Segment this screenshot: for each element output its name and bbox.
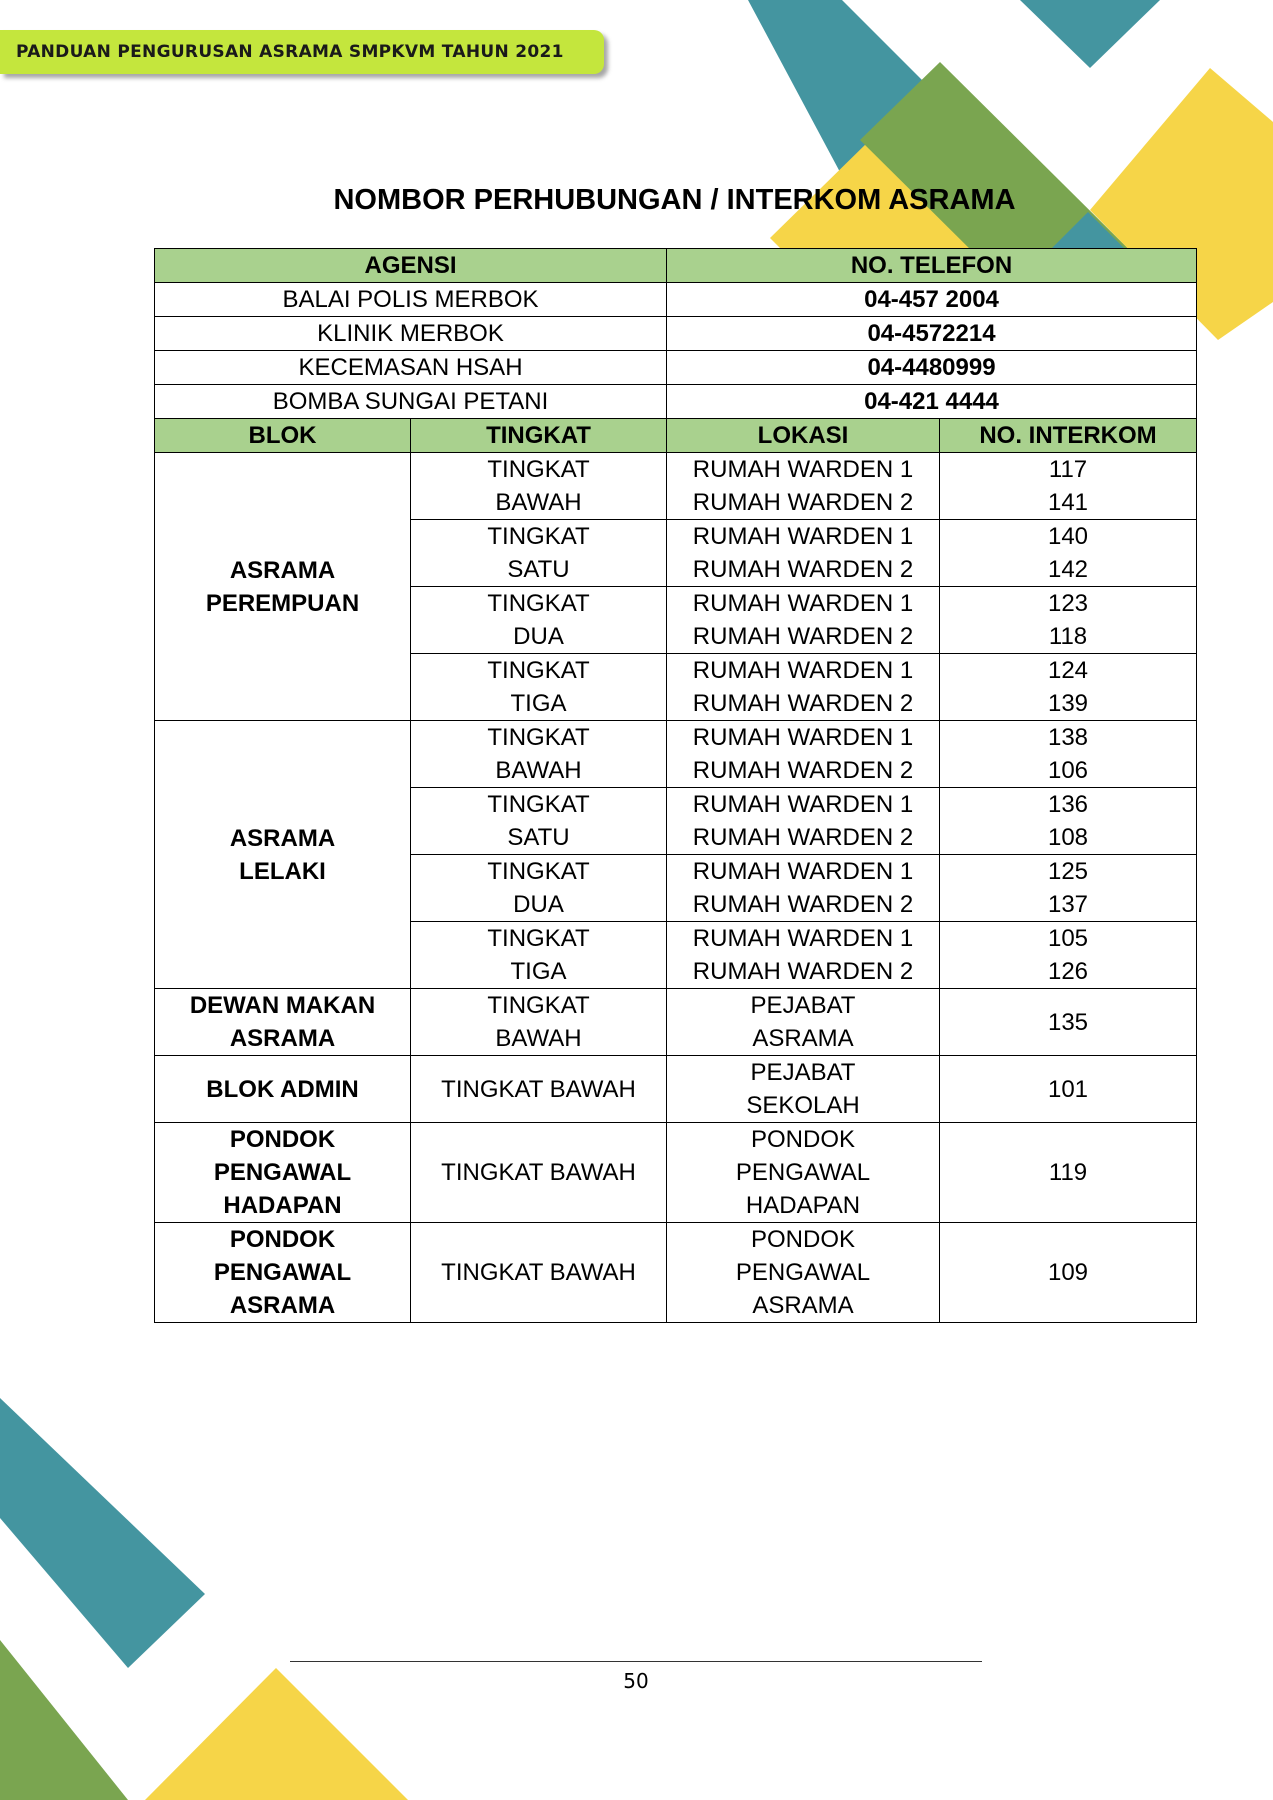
floor-name — [411, 1123, 667, 1223]
location-column-header: LOKASI — [667, 419, 940, 453]
intercom-number-line: 106 — [1047, 757, 1089, 784]
intercom-number-line: 123 — [1047, 590, 1089, 617]
floor-name-line: TINGKAT BAWAH — [441, 1259, 636, 1286]
location-line: RUMAH WARDEN 1 — [692, 523, 914, 550]
location-line: SEKOLAH — [746, 1092, 860, 1119]
location-name — [667, 788, 940, 855]
intercom-header-row — [155, 419, 1197, 453]
contact-intercom-table — [154, 248, 1197, 1323]
intercom-number-line: 139 — [1047, 690, 1089, 717]
intercom-number-line: 125 — [1047, 858, 1089, 885]
location-line: RUMAH WARDEN 2 — [692, 623, 914, 650]
block-name-line: HADAPAN — [223, 1192, 342, 1219]
intercom-row — [155, 1223, 1197, 1323]
agency-column-header: AGENSI — [155, 249, 667, 283]
location-line: RUMAH WARDEN 2 — [692, 690, 914, 717]
intercom-number — [940, 453, 1197, 520]
intercom-number — [940, 587, 1197, 654]
intercom-number-line: 136 — [1047, 791, 1089, 818]
intercom-number — [940, 922, 1197, 989]
agency-phone: 04-4572214 — [667, 317, 1197, 351]
location-name — [667, 1123, 940, 1223]
floor-name — [411, 1056, 667, 1123]
location-line: PENGAWAL — [735, 1159, 871, 1186]
table-body — [155, 249, 1197, 1323]
intercom-column-header: NO. INTERKOM — [940, 419, 1197, 453]
floor-name-line: BAWAH — [495, 757, 582, 784]
page-title: NOMBOR PERHUBUNGAN / INTERKOM ASRAMA — [333, 184, 1016, 216]
block-name — [155, 989, 411, 1056]
location-line: RUMAH WARDEN 2 — [692, 556, 914, 583]
location-name — [667, 989, 940, 1056]
intercom-row — [155, 1056, 1197, 1123]
floor-name — [411, 654, 667, 721]
agency-phone: 04-457 2004 — [667, 283, 1197, 317]
floor-name-line: TIGA — [510, 690, 567, 717]
block-name-line: DEWAN MAKAN — [189, 992, 376, 1019]
agency-row — [155, 385, 1197, 419]
location-line: PEJABAT — [750, 1059, 856, 1086]
intercom-number — [940, 721, 1197, 788]
intercom-row — [155, 721, 1197, 788]
location-line: ASRAMA — [752, 1025, 854, 1052]
agency-header-row — [155, 249, 1197, 283]
floor-name — [411, 989, 667, 1056]
location-line: RUMAH WARDEN 2 — [692, 958, 914, 985]
location-line: RUMAH WARDEN 1 — [692, 657, 914, 684]
intercom-number — [940, 855, 1197, 922]
floor-name-line: BAWAH — [495, 1025, 582, 1052]
floor-name — [411, 855, 667, 922]
location-line: PEJABAT — [750, 992, 856, 1019]
location-line: PENGAWAL — [735, 1259, 871, 1286]
location-name — [667, 855, 940, 922]
floor-name — [411, 587, 667, 654]
agency-name: KLINIK MERBOK — [155, 317, 667, 351]
floor-name-line: TIGA — [510, 958, 567, 985]
intercom-row — [155, 1123, 1197, 1223]
intercom-number-line: 126 — [1047, 958, 1089, 985]
location-line: RUMAH WARDEN 1 — [692, 590, 914, 617]
location-line: PONDOK — [751, 1226, 856, 1253]
intercom-number — [940, 788, 1197, 855]
location-line: RUMAH WARDEN 1 — [692, 925, 914, 952]
intercom-number: 101 — [940, 1056, 1197, 1123]
page-number: 50 — [623, 1669, 649, 1693]
floor-name — [411, 721, 667, 788]
intercom-number: 135 — [940, 989, 1197, 1056]
intercom-number: 109 — [940, 1223, 1197, 1323]
intercom-row — [155, 453, 1197, 520]
document-header-banner — [0, 30, 604, 74]
teal-stripe-bottom-left — [0, 1398, 205, 1668]
block-name-line: ASRAMA — [229, 556, 336, 584]
location-name — [667, 922, 940, 989]
intercom-number: 119 — [940, 1123, 1197, 1223]
intercom-number-line: 140 — [1047, 523, 1089, 550]
floor-name-line: DUA — [513, 891, 564, 918]
floor-name-line: TINGKAT — [487, 456, 590, 483]
teal-triangle-top-right — [1020, 0, 1160, 68]
location-name — [667, 453, 940, 520]
location-line: RUMAH WARDEN 1 — [692, 456, 914, 483]
location-name — [667, 587, 940, 654]
floor-name — [411, 520, 667, 587]
block-name-line: PEREMPUAN — [205, 589, 360, 617]
floor-name-line: TINGKAT — [487, 925, 590, 952]
location-name — [667, 1223, 940, 1323]
location-name — [667, 520, 940, 587]
block-name-line: PONDOK — [229, 1126, 336, 1153]
floor-column-header: TINGKAT — [411, 419, 667, 453]
intercom-number-line: 118 — [1048, 623, 1088, 650]
location-line: PONDOK — [751, 1126, 856, 1153]
location-line: HADAPAN — [745, 1192, 861, 1219]
location-line: RUMAH WARDEN 2 — [692, 757, 914, 784]
block-name-line: PENGAWAL — [213, 1259, 352, 1286]
agency-name: BOMBA SUNGAI PETANI — [155, 385, 667, 419]
agency-name: KECEMASAN HSAH — [155, 351, 667, 385]
block-name-line: ASRAMA — [229, 1292, 336, 1319]
header-banner-text: PANDUAN PENGURUSAN ASRAMA SMPKVM TAHUN 2021 — [16, 42, 564, 62]
footer-divider — [290, 1661, 982, 1662]
location-name — [667, 721, 940, 788]
floor-name-line: TINGKAT — [487, 724, 590, 751]
block-name — [155, 721, 411, 989]
block-name-line: ASRAMA — [229, 1025, 336, 1052]
floor-name-line: TINGKAT — [487, 590, 590, 617]
floor-name — [411, 788, 667, 855]
agency-row — [155, 351, 1197, 385]
location-line: RUMAH WARDEN 2 — [692, 824, 914, 851]
block-name-line: BLOK ADMIN — [206, 1075, 359, 1103]
agency-row — [155, 317, 1197, 351]
intercom-number-line: 141 — [1047, 489, 1089, 516]
intercom-number-line: 105 — [1047, 925, 1089, 952]
intercom-number-line: 138 — [1047, 724, 1089, 751]
location-name — [667, 1056, 940, 1123]
floor-name-line: SATU — [507, 556, 570, 583]
agency-phone: 04-421 4444 — [667, 385, 1197, 419]
location-line: RUMAH WARDEN 2 — [692, 489, 914, 516]
floor-name-line: TINGKAT — [487, 791, 590, 818]
block-name — [155, 1223, 411, 1323]
location-line: RUMAH WARDEN 1 — [692, 858, 914, 885]
green-triangle-bottom-left — [0, 1640, 128, 1800]
agency-row — [155, 283, 1197, 317]
intercom-number — [940, 654, 1197, 721]
intercom-number-line: 142 — [1047, 556, 1089, 583]
block-name-line: PENGAWAL — [213, 1159, 352, 1186]
intercom-row — [155, 989, 1197, 1056]
location-line: RUMAH WARDEN 2 — [692, 891, 914, 918]
floor-name-line: BAWAH — [495, 489, 582, 516]
block-name — [155, 1056, 411, 1123]
floor-name — [411, 453, 667, 520]
floor-name-line: TINGKAT — [487, 992, 590, 1019]
block-name-line: LELAKI — [239, 857, 326, 885]
floor-name — [411, 922, 667, 989]
intercom-number-line: 108 — [1047, 824, 1089, 851]
floor-name-line: SATU — [507, 824, 570, 851]
floor-name-line: TINGKAT — [487, 858, 590, 885]
floor-name — [411, 1223, 667, 1323]
location-line: ASRAMA — [752, 1292, 854, 1319]
floor-name-line: TINGKAT — [487, 657, 590, 684]
block-name — [155, 453, 411, 721]
intercom-number — [940, 520, 1197, 587]
floor-name-line: TINGKAT BAWAH — [441, 1075, 636, 1103]
location-name — [667, 654, 940, 721]
block-name — [155, 1123, 411, 1223]
agency-phone: 04-4480999 — [667, 351, 1197, 385]
location-line: RUMAH WARDEN 1 — [692, 791, 914, 818]
agency-name: BALAI POLIS MERBOK — [155, 283, 667, 317]
location-line: RUMAH WARDEN 1 — [692, 724, 914, 751]
intercom-number-line: 137 — [1047, 891, 1089, 918]
floor-name-line: TINGKAT BAWAH — [441, 1159, 636, 1186]
yellow-triangle-bottom — [145, 1668, 408, 1800]
floor-name-line: DUA — [513, 623, 564, 650]
block-name-line: ASRAMA — [229, 824, 336, 852]
intercom-number-line: 124 — [1047, 657, 1089, 684]
intercom-number-line: 117 — [1048, 456, 1088, 483]
block-name-line: PONDOK — [229, 1226, 336, 1253]
block-column-header: BLOK — [155, 419, 411, 453]
floor-name-line: TINGKAT — [487, 523, 590, 550]
phone-column-header: NO. TELEFON — [667, 249, 1197, 283]
